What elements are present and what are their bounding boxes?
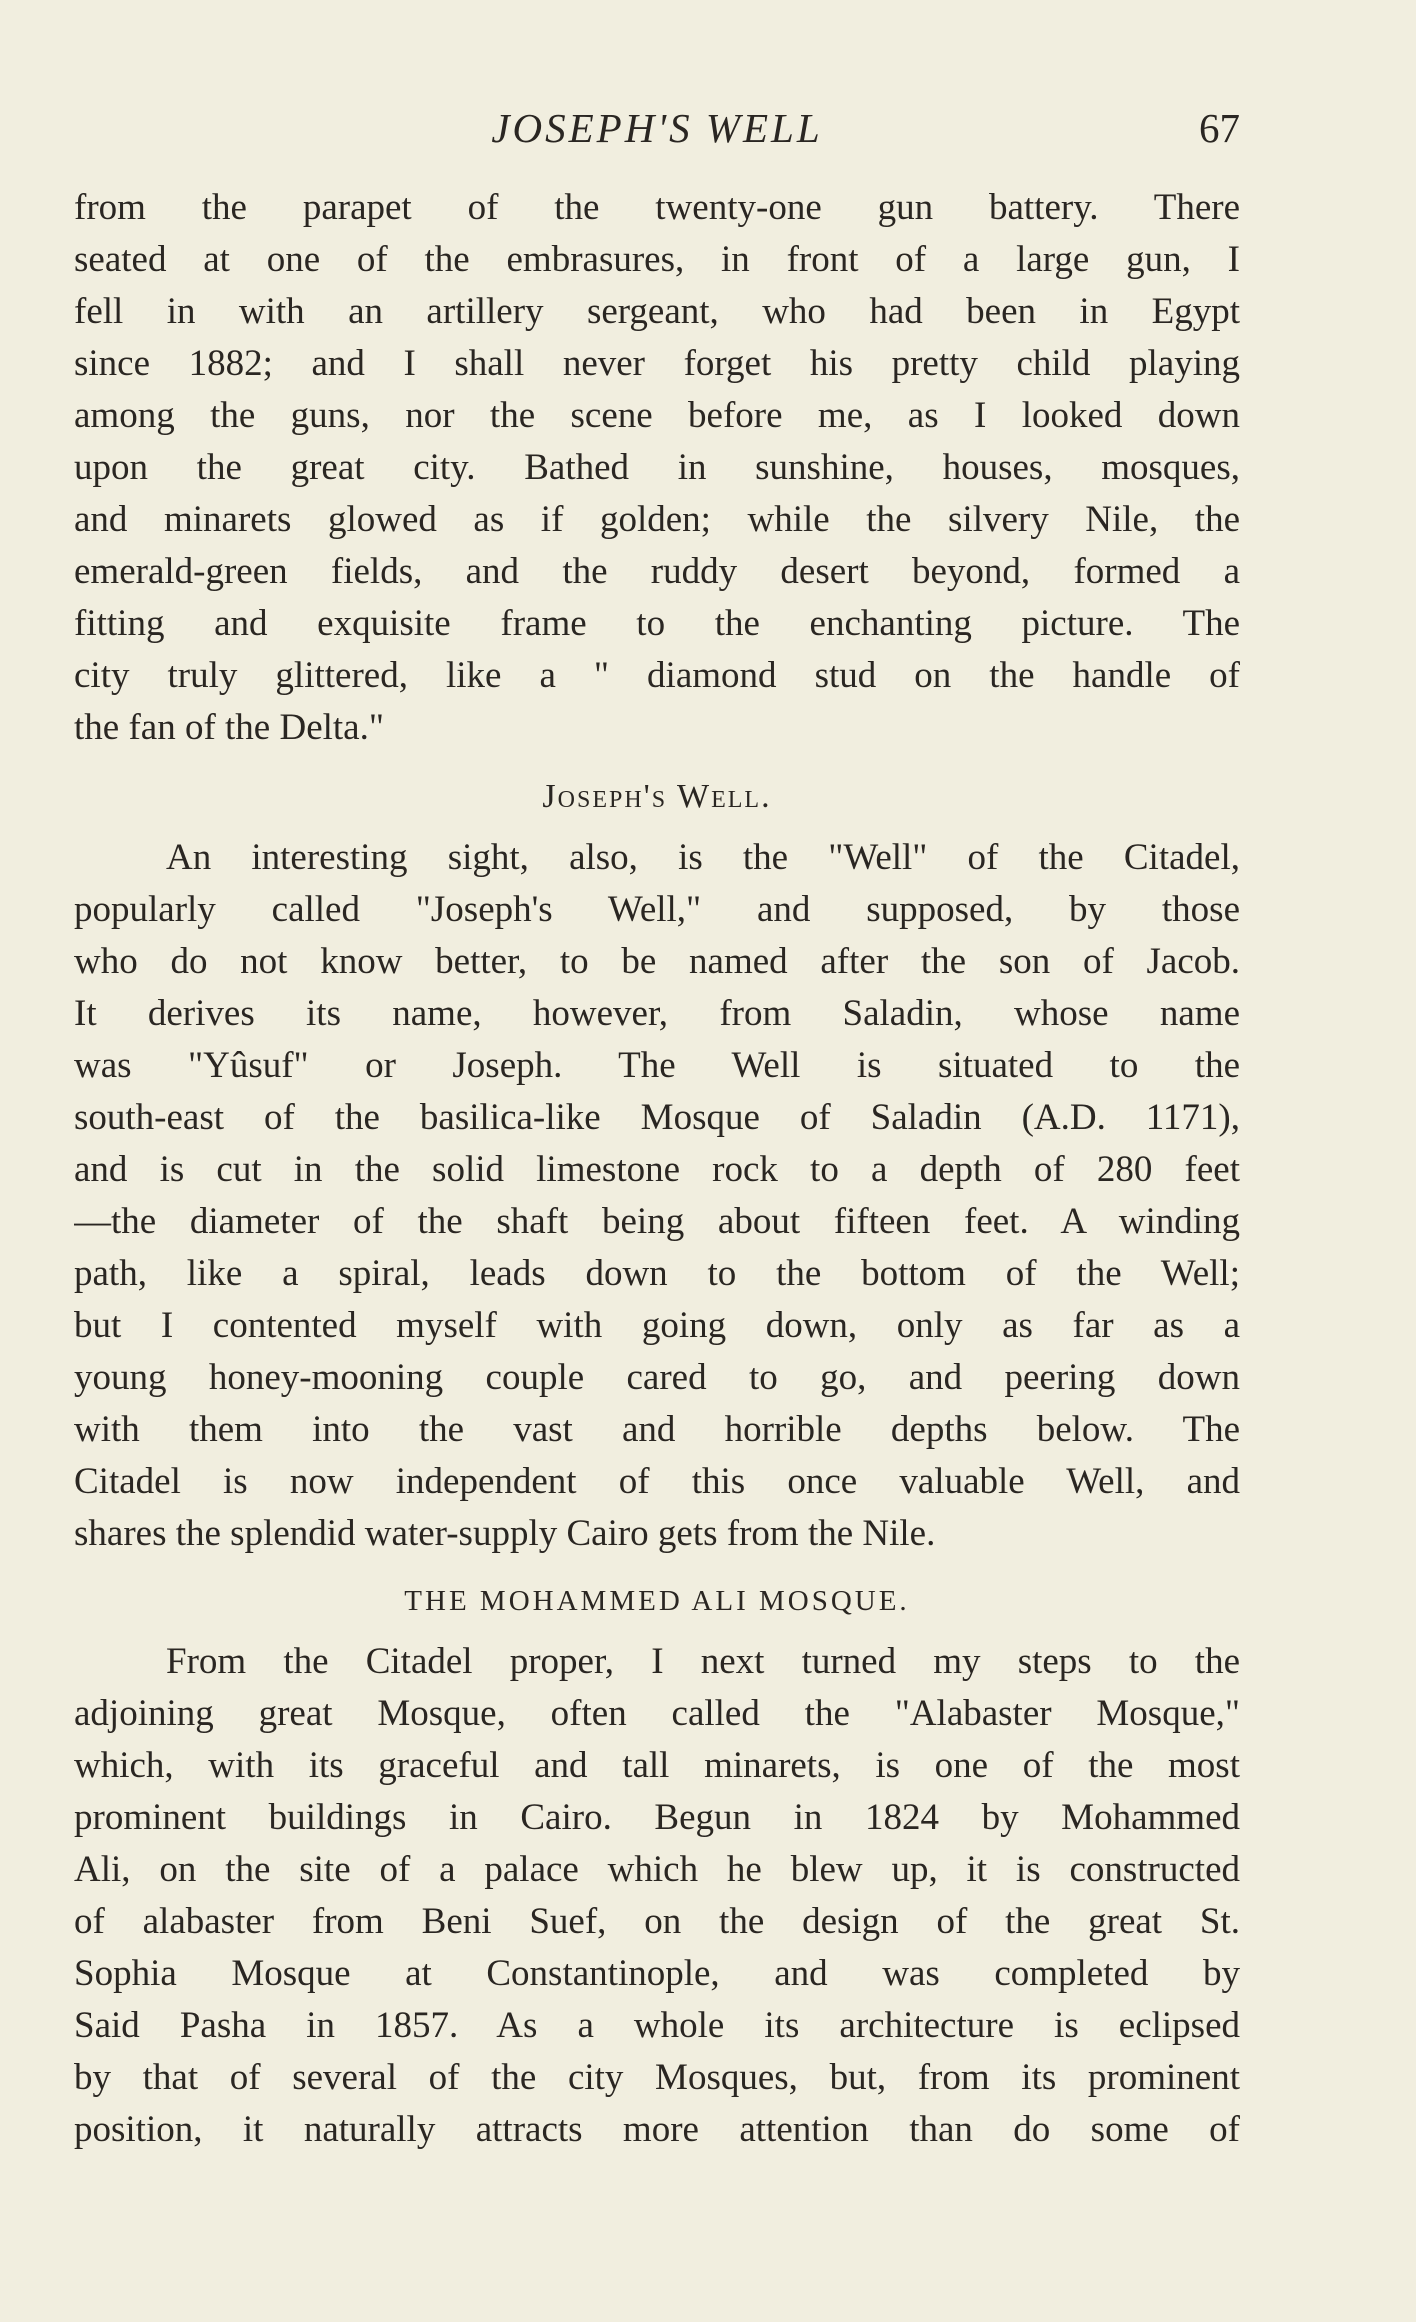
text-line: young honey-mooning couple cared to go, and peering down	[74, 1357, 1240, 1398]
body-text	[74, 182, 1240, 2156]
text-line: the fan of the Delta."	[74, 707, 384, 748]
paragraph-1	[74, 182, 1240, 754]
page-header	[74, 98, 1240, 158]
text-line: It derives its name, however, from Saladin, whose name	[74, 993, 1240, 1034]
text-line: —the diameter of the shaft being about fifteen feet. A winding	[74, 1201, 1240, 1242]
text-line: adjoining great Mosque, often called the "Alabaster Mosque,"	[74, 1693, 1240, 1734]
text-line: emerald-green fields, and the ruddy desert beyond, formed a	[74, 551, 1240, 592]
page-number: 67	[1199, 105, 1240, 151]
running-title: JOSEPH'S WELL	[491, 105, 823, 151]
text-line: who do not know better, to be named after the son of Jacob.	[74, 941, 1240, 982]
text-line: seated at one of the embrasures, in front of a large gun, I	[74, 239, 1240, 280]
section-heading-josephs-well: Joseph's Well.	[542, 778, 772, 815]
text-line: fitting and exquisite frame to the enchanting picture. The	[74, 603, 1240, 644]
text-line: fell in with an artillery sergeant, who had been in Egypt	[74, 291, 1240, 332]
text-line: from the parapet of the twenty-one gun battery. There	[74, 187, 1240, 228]
text-line: Sophia Mosque at Constantinople, and was completed by	[74, 1953, 1240, 1994]
text-line: An interesting sight, also, is the "Well" of the Citadel,	[166, 837, 1240, 878]
text-line: and minarets glowed as if golden; while the silvery Nile, the	[74, 499, 1240, 540]
text-line: was "Yûsuf" or Joseph. The Well is situated to the	[74, 1045, 1240, 1086]
text-line: position, it naturally attracts more attention than do some of	[74, 2109, 1240, 2150]
text-line: Ali, on the site of a palace which he blew up, it is constructed	[74, 1849, 1240, 1890]
text-line: Citadel is now independent of this once valuable Well, and	[74, 1461, 1240, 1502]
text-line: Said Pasha in 1857. As a whole its architecture is eclipsed	[74, 2005, 1240, 2046]
text-line: path, like a spiral, leads down to the bottom of the Well;	[74, 1253, 1240, 1294]
text-line: since 1882; and I shall never forget his pretty child playing	[74, 343, 1240, 384]
text-line: shares the splendid water-supply Cairo gets from the Nile.	[74, 1513, 936, 1554]
text-line: among the guns, nor the scene before me, as I looked down	[74, 395, 1240, 436]
text-line: From the Citadel proper, I next turned my steps to the	[166, 1641, 1240, 1682]
text-line: by that of several of the city Mosques, but, from its prominent	[74, 2057, 1240, 2098]
text-line: city truly glittered, like a " diamond stud on the handle of	[74, 655, 1240, 696]
text-line: south-east of the basilica-like Mosque of Saladin (A.D. 1171),	[74, 1097, 1240, 1138]
text-line: and is cut in the solid limestone rock to a depth of 280 feet	[74, 1149, 1240, 1190]
text-line: popularly called "Joseph's Well," and supposed, by those	[74, 889, 1240, 930]
text-line: of alabaster from Beni Suef, on the design of the great St.	[74, 1901, 1240, 1942]
text-line: upon the great city. Bathed in sunshine, houses, mosques,	[74, 447, 1240, 488]
paragraph-2	[74, 832, 1240, 1560]
text-line: which, with its graceful and tall minarets, is one of the most	[74, 1745, 1240, 1786]
text-line: with them into the vast and horrible depths below. The	[74, 1409, 1240, 1450]
section-heading-mohammed-ali-mosque: THE MOHAMMED ALI MOSQUE.	[404, 1585, 910, 1617]
paragraph-3	[74, 1636, 1240, 2156]
text-line: prominent buildings in Cairo. Begun in 1824 by Mohammed	[74, 1797, 1240, 1838]
text-line: but I contented myself with going down, only as far as a	[74, 1305, 1240, 1346]
